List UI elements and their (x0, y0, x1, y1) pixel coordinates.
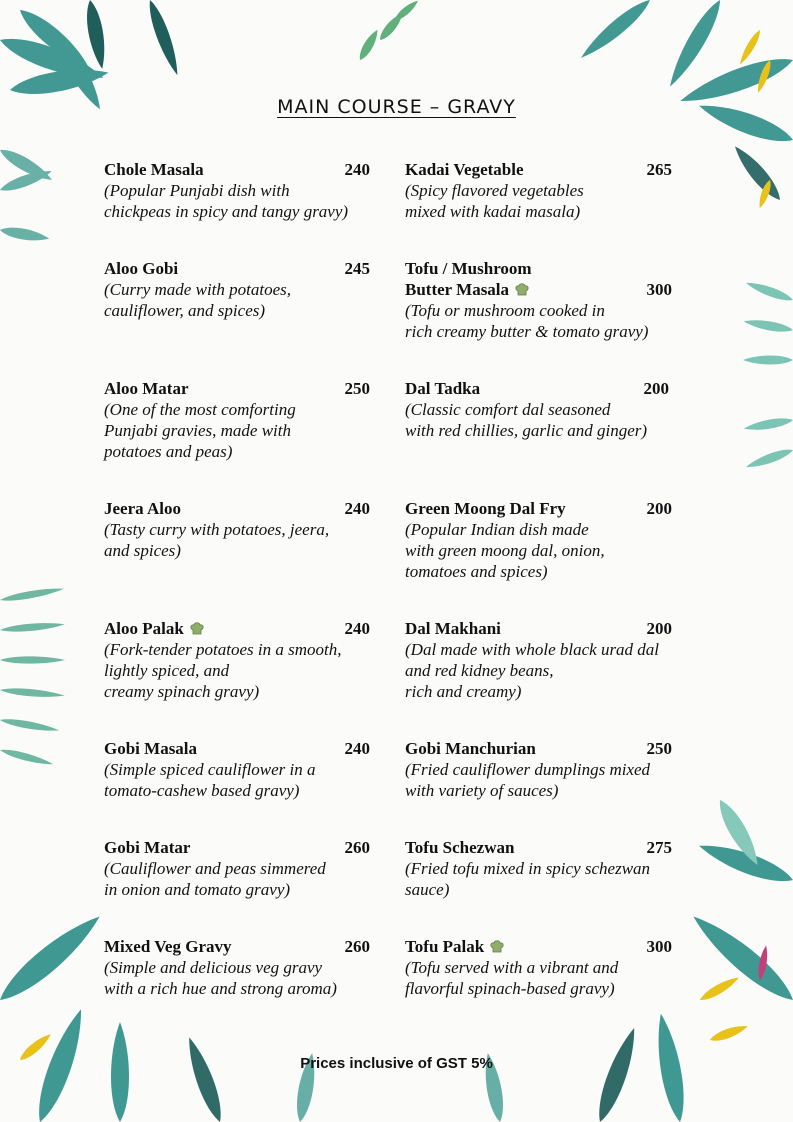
item-price: 300 (646, 280, 672, 299)
item-name: Tofu Palak (405, 937, 485, 956)
item-description: (Spicy flavored vegetables mixed with kadai masala) (405, 181, 584, 221)
item-description: (Cauliflower and peas simmered in onion and tomato gravy) (104, 859, 326, 899)
item-price: 240 (344, 160, 370, 179)
chef-hat-icon (190, 621, 204, 635)
menu-item (104, 159, 370, 222)
item-description: (Tasty curry with potatoes, jeera, and spices) (104, 520, 330, 560)
item-price: 240 (344, 619, 370, 638)
item-price: 300 (646, 937, 672, 956)
item-price: 200 (643, 379, 669, 398)
menu-item (104, 936, 370, 999)
menu-item (104, 258, 370, 321)
item-description: (Simple and delicious veg gravy with a rich hue and strong aroma) (104, 958, 337, 998)
item-price: 275 (646, 838, 672, 857)
item-price: 260 (344, 838, 370, 857)
item-price: 250 (344, 379, 370, 398)
item-name: Green Moong Dal Fry (405, 499, 566, 518)
item-name: Tofu Schezwan (405, 838, 515, 857)
item-price: 250 (646, 739, 672, 758)
item-price: 260 (344, 937, 370, 956)
item-price: 200 (646, 619, 672, 638)
item-description: (Tofu or mushroom cooked in rich creamy butter & tomato gravy) (405, 301, 649, 341)
item-price: 200 (646, 499, 672, 518)
item-name-row (405, 279, 672, 300)
item-name: Gobi Matar (104, 838, 191, 857)
item-name: Kadai Vegetable (405, 160, 524, 179)
item-price: 240 (344, 739, 370, 758)
item-description: (Fork-tender potatoes in a smooth, lightly spiced, and creamy spinach gravy) (104, 640, 342, 701)
item-name: Dal Makhani (405, 619, 501, 638)
item-name-row (405, 936, 672, 957)
item-description: (Simple spiced cauliflower in a tomato-cashew based gravy) (104, 760, 316, 800)
chef-hat-icon (515, 282, 529, 296)
menu-item (405, 738, 672, 801)
item-name: Aloo Matar (104, 379, 189, 398)
item-name: Tofu / Mushroom (405, 259, 532, 278)
item-name: Aloo Gobi (104, 259, 179, 278)
item-name-line2: Butter Masala (405, 280, 510, 299)
menu-item (104, 378, 370, 462)
item-description: (Classic comfort dal seasoned with red chillies, garlic and ginger) (405, 400, 648, 440)
item-description: (Popular Punjabi dish with chickpeas in spicy and tangy gravy) (104, 181, 349, 221)
item-name: Aloo Palak (104, 619, 184, 638)
menu-item (104, 837, 370, 900)
menu-item (405, 498, 672, 582)
item-price: 265 (646, 160, 672, 179)
item-description: (Fried tofu mixed in spicy schezwan sauce) (405, 859, 651, 899)
item-name: Chole Masala (104, 160, 204, 179)
item-name: Gobi Manchurian (405, 739, 536, 758)
item-name: Gobi Masala (104, 739, 198, 758)
item-name: Jeera Aloo (104, 499, 181, 518)
menu-item (405, 837, 672, 900)
menu-item (405, 378, 669, 441)
item-name-row (104, 618, 370, 639)
item-name: Dal Tadka (405, 379, 481, 398)
menu-item (405, 936, 672, 999)
item-price: 240 (344, 499, 370, 518)
menu-item (104, 738, 370, 801)
menu-item (405, 618, 672, 702)
menu-item (104, 498, 370, 561)
item-price: 245 (344, 259, 370, 278)
item-description: (Curry made with potatoes, cauliflower, and spices) (104, 280, 291, 320)
item-description: (Fried cauliflower dumplings mixed with variety of sauces) (405, 760, 651, 800)
chef-hat-icon (490, 939, 504, 953)
item-description: (Dal made with whole black urad dal and red kidney beans, rich and creamy) (405, 640, 660, 701)
menu-item (405, 258, 672, 342)
menu-item (405, 159, 672, 222)
gst-note: Prices inclusive of GST 5% (300, 1055, 493, 1072)
section-title: MAIN COURSE – GRAVY (277, 96, 516, 118)
menu-item (104, 618, 370, 702)
item-description: (Popular Indian dish made with green moong dal, onion, tomatoes and spices) (405, 520, 605, 581)
item-name: Mixed Veg Gravy (104, 937, 232, 956)
item-description: (One of the most comforting Punjabi gravies, made with potatoes and peas) (104, 400, 296, 461)
item-description: (Tofu served with a vibrant and flavorful spinach-based gravy) (405, 958, 619, 998)
